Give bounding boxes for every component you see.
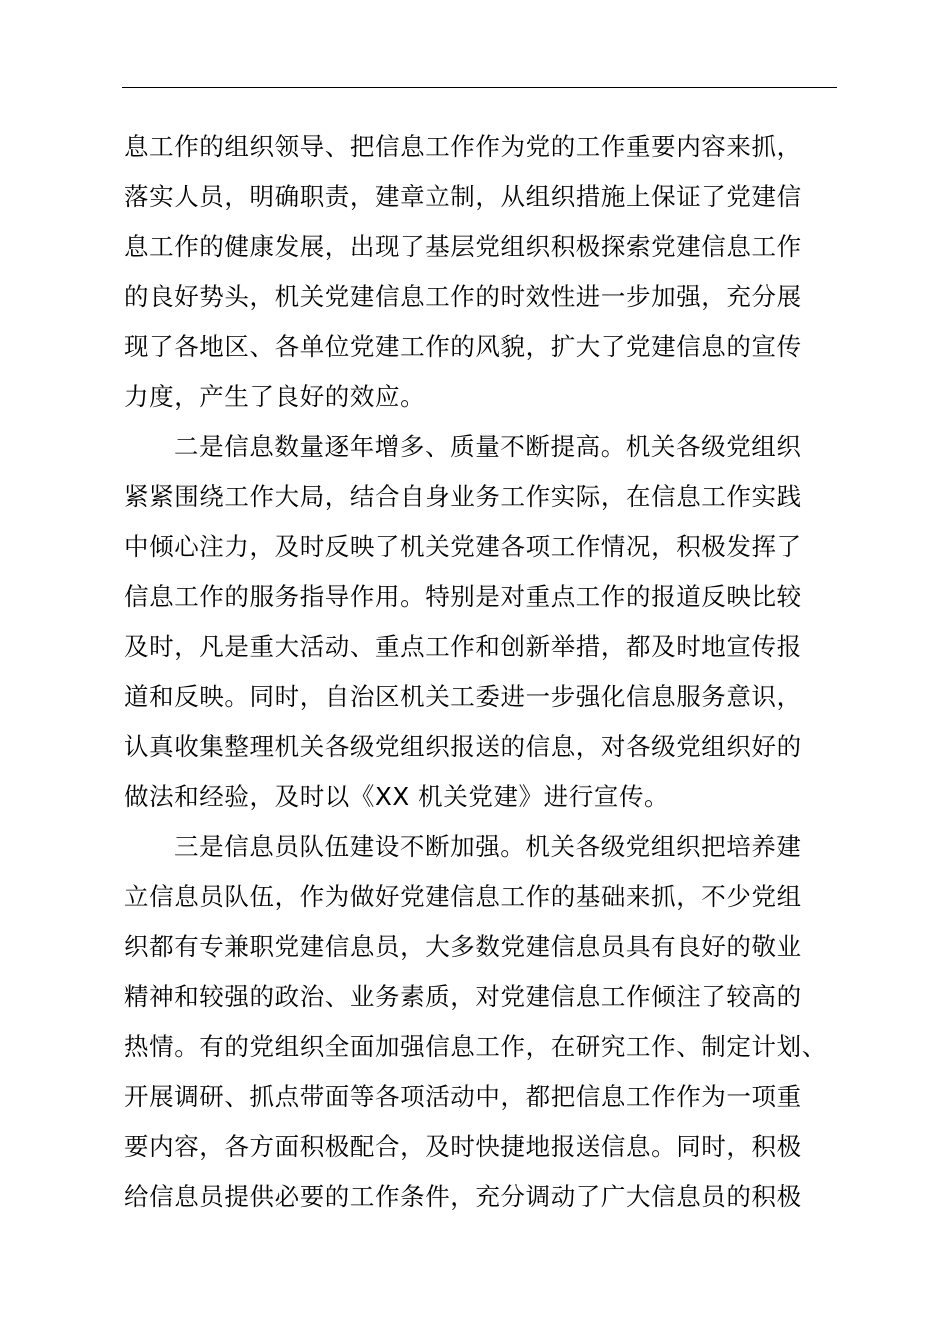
text-line: 息工作的健康发展，出现了基层党组织积极探索党建信息工作 — [124, 232, 802, 261]
text-line: 紧紧围绕工作大局，结合自身业务工作实际，在信息工作实践 — [124, 482, 802, 511]
text-line: 中倾心注力，及时反映了机关党建各项工作情况，积极发挥了 — [124, 532, 802, 561]
text-line: 及时，凡是重大活动、重点工作和创新举措，都及时地宣传报 — [124, 632, 802, 661]
text-line: 认真收集整理机关各级党组织报送的信息，对各级党组织好的 — [124, 732, 802, 761]
text-line: 现了各地区、各单位党建工作的风貌，扩大了党建信息的宣传 — [124, 332, 802, 361]
text-line: 精神和较强的政治、业务素质，对党建信息工作倾注了较高的 — [124, 982, 802, 1011]
text-line: 热情。有的党组织全面加强信息工作，在研究工作、制定计划、 — [124, 1032, 827, 1061]
text-line: 力度，产生了良好的效应。 — [124, 382, 426, 411]
text-line: 要内容，各方面积极配合，及时快捷地报送信息。同时，积极 — [124, 1132, 802, 1161]
text-line: 信息工作的服务指导作用。特别是对重点工作的报道反映比较 — [124, 582, 802, 611]
text-line: 的良好势头，机关党建信息工作的时效性进一步加强，充分展 — [124, 282, 802, 311]
text-line: 道和反映。同时，自治区机关工委进一步强化信息服务意识， — [124, 682, 802, 711]
text-line: 织都有专兼职党建信息员，大多数党建信息员具有良好的敬业 — [124, 932, 802, 961]
header-rule — [122, 87, 837, 88]
text-line: 做法和经验，及时以《XX 机关党建》进行宣传。 — [124, 782, 670, 811]
text-line: 立信息员队伍，作为做好党建信息工作的基础来抓，不少党组 — [124, 882, 802, 911]
text-line: 开展调研、抓点带面等各项活动中，都把信息工作作为一项重 — [124, 1082, 802, 1111]
text-line: 息工作的组织领导、把信息工作作为党的工作重要内容来抓， — [124, 132, 802, 161]
paragraph-start-line: 二是信息数量逐年增多、质量不断提高。机关各级党组织 — [174, 432, 802, 461]
paragraph-start-line: 三是信息员队伍建设不断加强。机关各级党组织把培养建 — [174, 832, 802, 861]
text-line: 给信息员提供必要的工作条件，充分调动了广大信息员的积极 — [124, 1182, 802, 1211]
document-body — [124, 122, 840, 1222]
text-line: 落实人员，明确职责，建章立制，从组织措施上保证了党建信 — [124, 182, 802, 211]
